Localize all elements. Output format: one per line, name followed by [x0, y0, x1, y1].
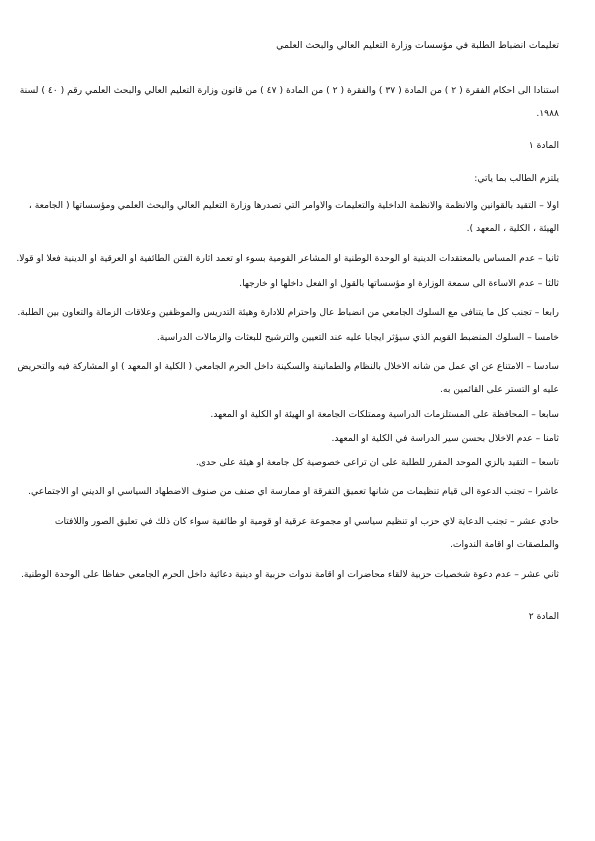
clause-1: اولا – التقيد بالقوانين والانظمة والانظمة الداخلية والتعليمات والاوامر التي تصدرها وزارة التعليم العالي والبحث العلمي ومؤسساتها ( الجامعة ، الهيئة ، الكلية ، المعهد ).: [28, 200, 559, 234]
clause-7: سابعا – المحافظة على المستلزمات الدراسية وممتلكات الجامعة او الهيئة او الكلية او المعهد.: [210, 409, 559, 420]
article-1-intro: يلتزم الطالب بما ياتي:: [474, 173, 559, 184]
article-1-title: المادة ١: [528, 140, 559, 151]
clause-9: تاسعا – التقيد بالزي الموحد المقرر للطلبة على ان تراعى خصوصية كل جامعة او هيئة على حدى.: [195, 457, 559, 468]
clause-6: سادسا – الامتناع عن اي عمل من شانه الاخلال بالنظام والطمانينة والسكينة داخل الحرم الجامعي ( الكلية او المعهد ) او المشاركة فيه والتحريض عليه او التستر على القائمين به.: [17, 361, 559, 395]
clause-2: ثانيا – عدم المساس بالمعتقدات الدينية او الوحدة الوطنية او المشاعر القومية بسوء او تعمد اثارة الفتن الطائفية او العرقية او الدينية فعلا او قولا.: [16, 253, 559, 264]
document-title: تعليمات انضباط الطلبة في مؤسسات وزارة التعليم العالي والبحث العلمي: [276, 40, 559, 51]
clause-8: ثامنا – عدم الاخلال بحسن سير الدراسة في الكلية او المعهد.: [331, 433, 559, 444]
clause-4: رابعا – تجنب كل ما يتنافى مع السلوك الجامعي من انضباط عال واحترام للادارة وهيئة التدريس والموظفين وعلاقات الزمالة والتعاون بين الطلبة.: [17, 307, 559, 318]
clause-12: ثاني عشر – عدم دعوة شخصيات حزبية لالقاء محاضرات او اقامة ندوات حزبية او دينية دعائية داخل الحرم الجامعي حفاظا على الوحدة الوطنية.: [20, 569, 559, 580]
preamble: استنادا الى احكام الفقرة ( ٢ ) من المادة ( ٣٧ ) والفقرة ( ٢ ) من المادة ( ٤٧ ) من قانون وزارة التعليم العالي والبحث العلمي رقم ( ٤٠ ) لسنة ١٩٨٨.: [19, 85, 559, 119]
clause-3: ثالثا – عدم الاساءة الى سمعة الوزارة او مؤسساتها بالقول او الفعل داخلها او خارجها.: [239, 278, 559, 289]
clause-11: حادي عشر – تجنب الدعاية لاي حزب او تنظيم سياسي او مجموعة عرقية او قومية او طائفية سواء كان ذلك في تعليق الصور واللافتات والملصقات او اقامة الندوات.: [54, 516, 559, 550]
clause-10: عاشرا – تجنب الدعوة الى قيام تنظيمات من شانها تعميق التفرقة او ممارسة اي صنف من صنوف الاضطهاد السياسي او الديني او الاجتماعي.: [28, 486, 559, 497]
article-2-title: المادة ٢: [528, 611, 559, 622]
document-content: [14, 40, 559, 632]
clause-5: خامسا – السلوك المنضبط القويم الذي سيؤثر ايجابا عليه عند التعيين والترشيح للبعثات والزمالات الدراسية.: [156, 332, 559, 343]
